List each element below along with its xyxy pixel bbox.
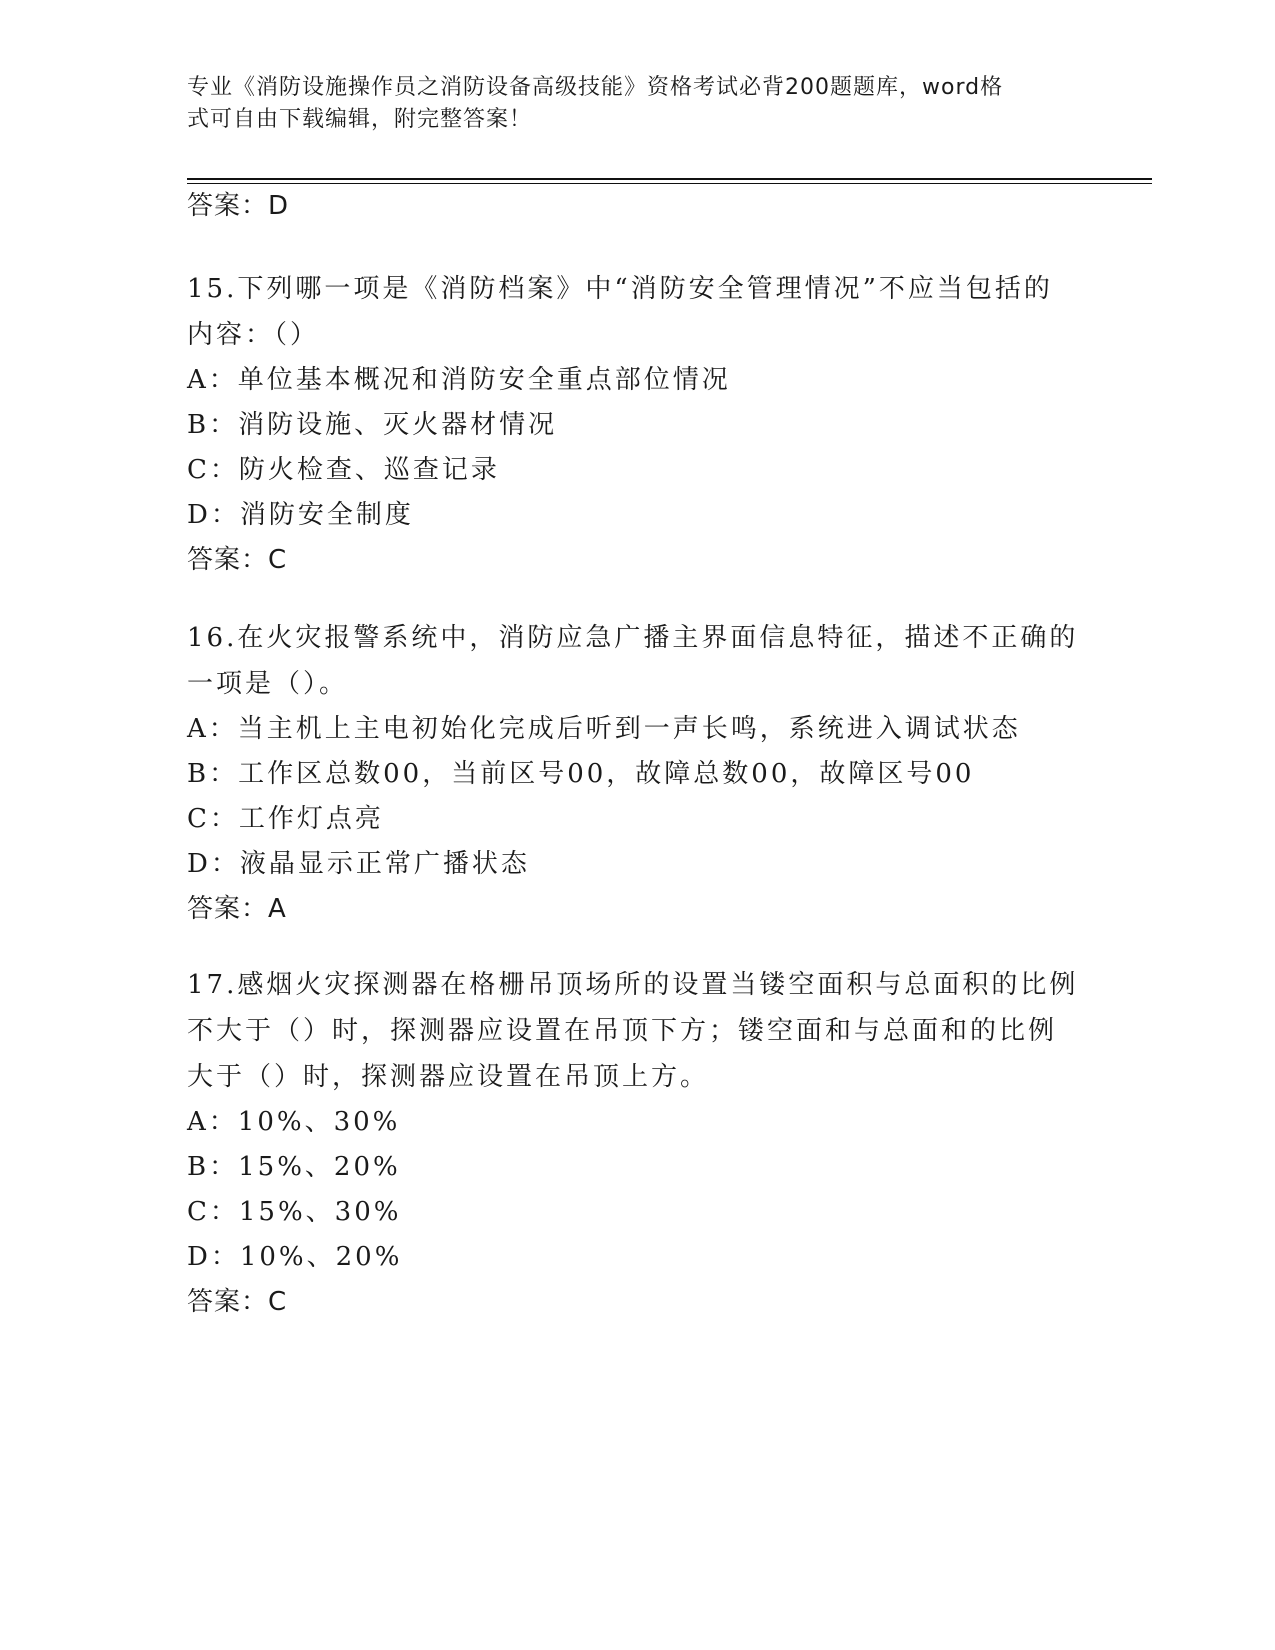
option-a: A：单位基本概况和消防安全重点部位情况	[187, 365, 731, 395]
option-c: C：15%、30%	[187, 1197, 402, 1227]
option-c: C：防火检查、巡查记录	[187, 455, 500, 485]
option-b: B：消防设施、灭火器材情况	[187, 410, 558, 440]
question-stem-line: 17.感烟火灾探测器在格栅吊顶场所的设置当镂空面积与总面积的比例	[187, 970, 1079, 1000]
answer: 答案：A	[187, 894, 287, 924]
question-stem-line: 15.下列哪一项是《消防档案》中“消防安全管理情况”不应当包括的	[187, 274, 1053, 304]
option-c: C：工作灯点亮	[187, 804, 384, 834]
header-divider-thin	[187, 183, 1152, 184]
header-line-2: 式可自由下载编辑，附完整答案！	[187, 107, 533, 132]
option-a: A：当主机上主电初始化完成后听到一声长鸣，系统进入调试状态	[187, 714, 1021, 744]
question-stem-line: 不大于（）时，探测器应设置在吊顶下方；镂空面和与总面和的比例	[187, 1016, 1058, 1046]
question-stem-line: 内容：（）	[187, 320, 320, 350]
answer: 答案：C	[187, 1287, 288, 1317]
question-stem	[187, 266, 1087, 358]
question-stem-line: 大于（）时，探测器应设置在吊顶上方。	[187, 1062, 710, 1092]
header-divider-thick	[187, 178, 1152, 180]
document-header	[187, 72, 1087, 136]
option-b: B：工作区总数00，当前区号00，故障总数00，故障区号00	[187, 759, 975, 789]
question-15	[187, 266, 1087, 582]
option-d: D：液晶显示正常广播状态	[187, 849, 530, 879]
option-d: D：消防安全制度	[187, 500, 414, 530]
question-stem	[187, 962, 1087, 1100]
question-stem-line: 16.在火灾报警系统中，消防应急广播主界面信息特征，描述不正确的	[187, 623, 1079, 653]
option-list	[187, 707, 1087, 887]
header-line-1: 专业《消防设施操作员之消防设备高级技能》资格考试必背200题题库，word格	[187, 75, 1004, 100]
option-b: B：15%、20%	[187, 1152, 401, 1182]
option-list	[187, 1100, 1087, 1280]
option-list	[187, 358, 1087, 538]
question-stem-line: 一项是（）。	[187, 669, 349, 699]
question-17	[187, 962, 1087, 1324]
answer: 答案：C	[187, 545, 288, 575]
option-a: A：10%、30%	[187, 1107, 401, 1137]
question-16	[187, 615, 1087, 931]
option-d: D：10%、20%	[187, 1242, 403, 1272]
previous-answer: 答案：D	[187, 191, 290, 221]
question-stem	[187, 615, 1087, 707]
